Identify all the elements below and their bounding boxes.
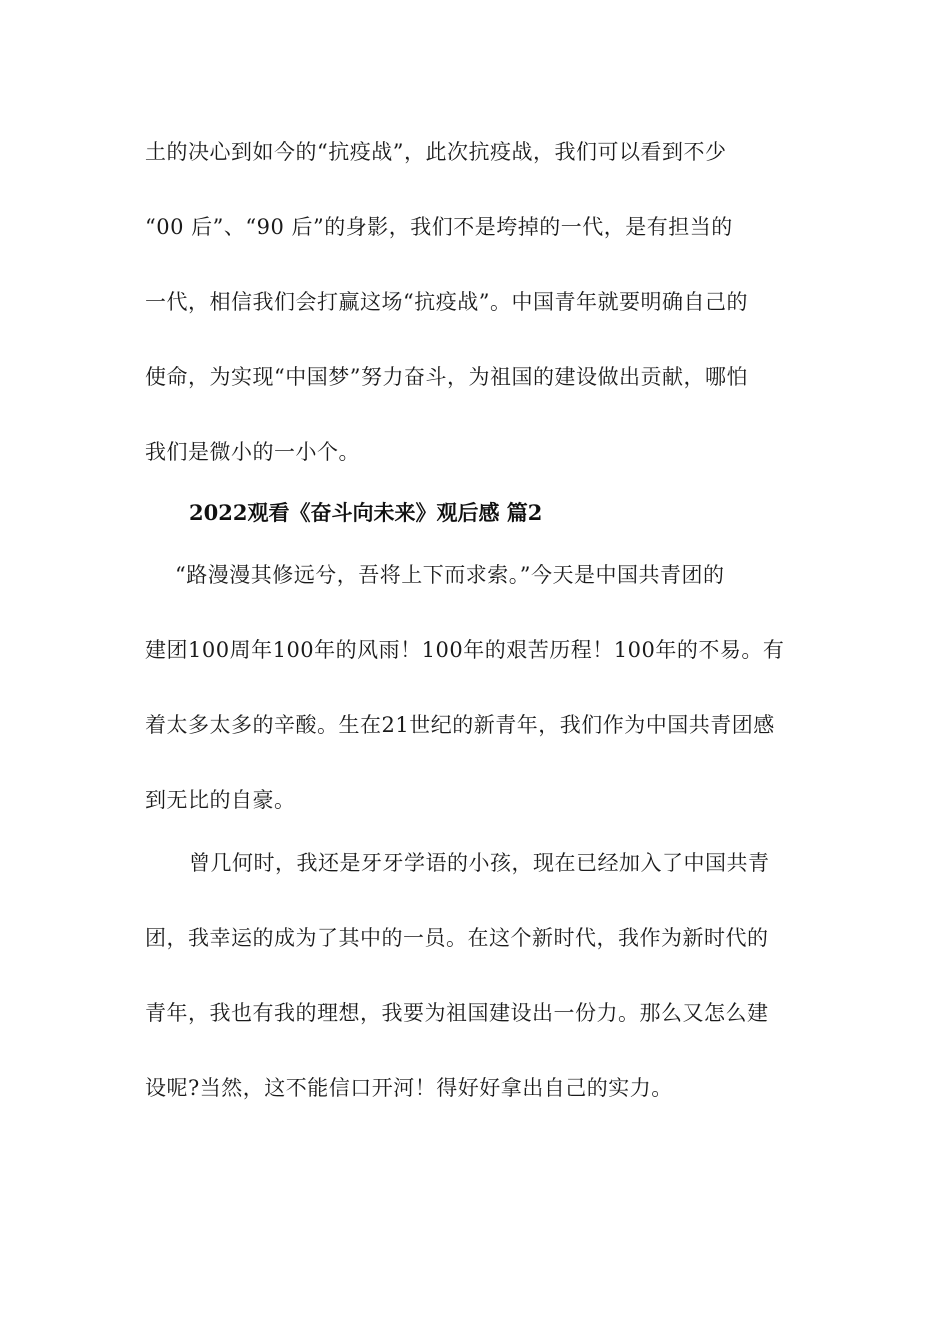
- text-line: 着太多太多的辛酸。生在21世纪的新青年，我们作为中国共青团感: [145, 713, 775, 737]
- text-line: 建团100周年100年的风雨！100年的艰苦历程！100年的不易。有: [145, 638, 785, 662]
- section-heading: 2022观看《奋斗向未来》观后感 篇2: [189, 500, 543, 525]
- text-line: 团，我幸运的成为了其中的一员。在这个新时代，我作为新时代的: [145, 926, 769, 950]
- text-line: 设呢?当然，这不能信口开河！得好好拿出自己的实力。: [145, 1076, 673, 1100]
- text-line: 一代，相信我们会打赢这场“抗疫战”。中国青年就要明确自己的: [145, 290, 748, 314]
- text-line: 土的决心到如今的“抗疫战”，此次抗疫战，我们可以看到不少: [145, 140, 727, 164]
- text-line: 我们是微小的一小个。: [145, 440, 360, 464]
- text-line: 青年，我也有我的理想，我要为祖国建设出一份力。那么又怎么建: [145, 1001, 769, 1025]
- text-line: 使命，为实现“中国梦”努力奋斗，为祖国的建设做出贡献，哪怕: [145, 365, 748, 389]
- text-line: 曾几何时，我还是牙牙学语的小孩，现在已经加入了中国共青: [189, 851, 770, 875]
- text-line: 到无比的自豪。: [145, 788, 296, 812]
- text-line: “路漫漫其修远兮，吾将上下而求索。”今天是中国共青团的: [175, 563, 725, 587]
- text-line: “00 后”、“90 后”的身影，我们不是垮掉的一代，是有担当的: [145, 215, 733, 239]
